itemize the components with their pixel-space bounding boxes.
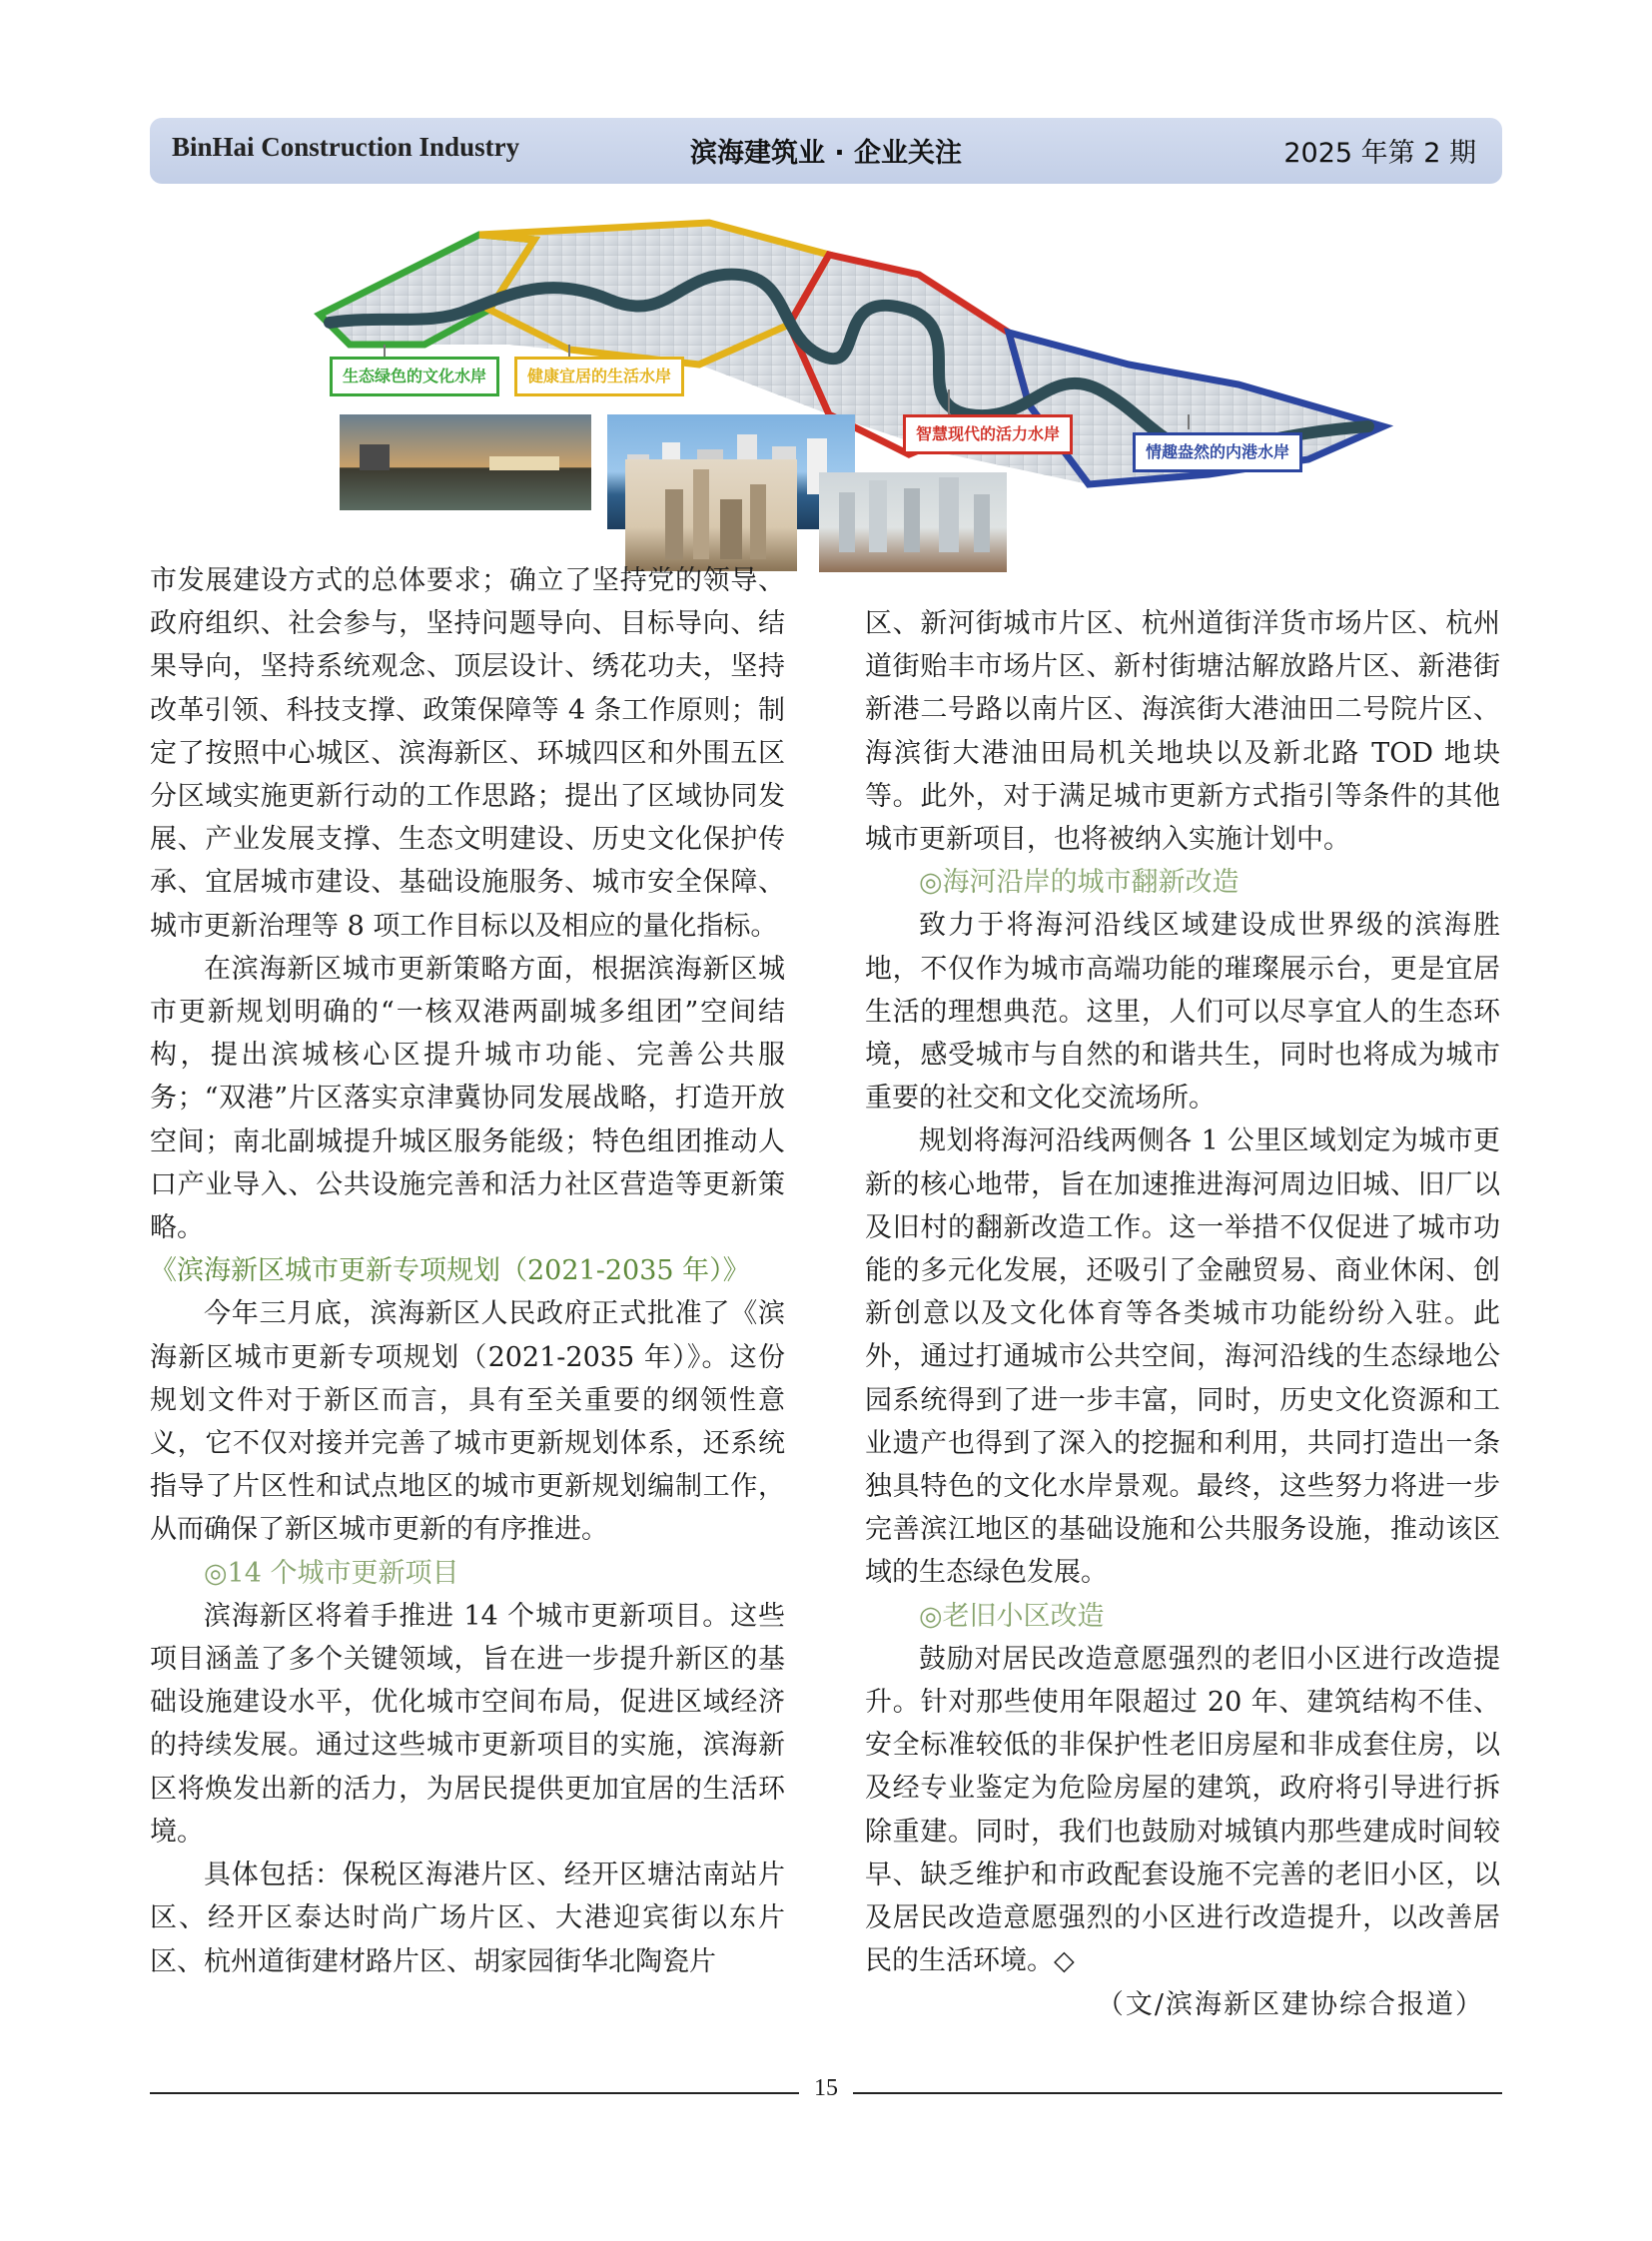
photo-vitality-waterfront xyxy=(625,459,797,571)
zone-label-red: 智慧现代的活力水岸 xyxy=(903,414,1073,454)
right-column xyxy=(865,602,1500,2026)
subheading: ◎海河沿岸的城市翻新改造 xyxy=(919,867,1239,899)
paragraph: 鼓励对居民改造意愿强烈的老旧小区进行改造提升。针对那些使用年限超过 20 年、建筑结构不佳、安全标准较低的非保护性老旧房屋和非成套住房，以及经专业鉴定为危险房屋的建筑，政府将引导进行拆除重建。同时，我们也鼓励对城镇内那些建成时间较早、缺乏维护和市政配套设施不完善的老旧小区，以及居民改造意愿强烈的小区进行改造提升，以改善居民的生活环境。◇ xyxy=(865,1643,1500,1977)
paragraph: 区、新河街城市片区、杭州道街洋货市场片区、杭州道街贻丰市场片区、新村街塘沽解放路片区、新港街新港二号路以南片区、海滨街大港油田二号院片区、海滨街大港油田局机关地块以及新北路 TOD 地块等。此外，对于满足城市更新方式指引等条件的其他城市更新项目，也将被纳入实施计划中。 xyxy=(865,608,1500,856)
journal-header xyxy=(150,118,1502,184)
subheading: ◎14 个城市更新项目 xyxy=(204,1557,459,1589)
paragraph: 具体包括：保税区海港片区、经开区塘沽南站片区、经开区泰达时尚广场片区、大港迎宾街以东片区、杭州道街建材路片区、胡家园街华北陶瓷片 xyxy=(150,1860,785,1977)
photo-innerport-waterfront xyxy=(819,472,1007,572)
journal-section-title: 滨海建筑业 · 企业关注 xyxy=(689,138,963,169)
paragraph: 市发展建设方式的总体要求；确立了坚持党的领导、政府组织、社会参与，坚持问题导向、目标导向、结果导向，坚持系统观念、顶层设计、绣花功夫，坚持改革引领、科技支撑、政策保障等 4 条工作原则；制定了按照中心城区、滨海新区、环城四区和外围五区分区域实施更新行动的工作思路；提出了区域协同发展、产业发展支撑、生态文明建设、历史文化保护传承、宜居城市建设、基础设施服务、城市安全保障、城市更新治理等 8 项工作目标以及相应的量化指标。 xyxy=(150,565,785,942)
footer-rule-right xyxy=(853,2092,1502,2094)
riverfront-plan-figure xyxy=(310,215,1498,584)
subheading: ◎老旧小区改造 xyxy=(919,1600,1105,1632)
section-title: 《滨海新区城市更新专项规划（2021-2035 年）》 xyxy=(150,1255,750,1287)
zone-label-yellow: 健康宜居的生活水岸 xyxy=(514,357,684,396)
issue-label: 2025 年第 2 期 xyxy=(1283,138,1476,169)
paragraph: 滨海新区将着手推进 14 个城市更新项目。这些项目涵盖了多个关键领域，旨在进一步提升新区的基础设施建设水平，优化城市空间布局，促进区域经济的持续发展。通过这些城市更新项目的实施，滨海新区将焕发出新的活力，为居民提供更加宜居的生活环境。 xyxy=(150,1600,785,1848)
zone-label-blue: 情趣盎然的内港水岸 xyxy=(1133,432,1302,472)
footer-rule-left xyxy=(150,2092,799,2094)
paragraph: 在滨海新区城市更新策略方面，根据滨海新区城市更新规划明确的“一核双港两副城多组团”空间结构，提出滨城核心区提升城市功能、完善公共服务；“双港”片区落实京津冀协同发展战略，打造开放空间；南北副城提升城区服务能级；特色组团推动人口产业导入、公共设施完善和活力社区营造等更新策略。 xyxy=(150,953,785,1244)
paragraph: 今年三月底，滨海新区人民政府正式批准了《滨海新区城市更新专项规划（2021-2035 年）》。这份规划文件对于新区而言，具有至关重要的纲领性意义，它不仅对接并完善了城市更新规划体系，还系统指导了片区性和试点地区的城市更新规划编制工作，从而确保了新区城市更新的有序推进。 xyxy=(150,1298,785,1546)
left-column xyxy=(150,559,785,1983)
page-number: 15 xyxy=(814,2075,838,2101)
zone-label-green: 生态绿色的文化水岸 xyxy=(330,357,499,396)
photo-culture-waterfront xyxy=(340,414,591,510)
paragraph: 致力于将海河沿线区域建设成世界级的滨海胜地，不仅作为城市高端功能的璀璨展示台，更是宜居生活的理想典范。这里，人们可以尽享宜人的生态环境，感受城市与自然的和谐共生，同时也将成为城市重要的社交和文化交流场所。 xyxy=(865,910,1500,1115)
byline: （文/滨海新区建协综合报道） xyxy=(1096,1988,1484,2020)
paragraph: 规划将海河沿线两侧各 1 公里区域划定为城市更新的核心地带，旨在加速推进海河周边旧城、旧厂以及旧村的翻新改造工作。这一举措不仅促进了城市功能的多元化发展，还吸引了金融贸易、商业休闲、创新创意以及文化体育等各类城市功能纷纷入驻。此外，通过打通城市公共空间，海河沿线的生态绿地公园系统得到了进一步丰富，同时，历史文化资源和工业遗产也得到了深入的挖掘和利用，共同打造出一条独具特色的文化水岸景观。最终，这些努力将进一步完善滨江地区的基础设施和公共服务设施，推动该区域的生态绿色发展。 xyxy=(865,1125,1500,1589)
journal-name-en: BinHai Construction Industry xyxy=(172,132,520,162)
